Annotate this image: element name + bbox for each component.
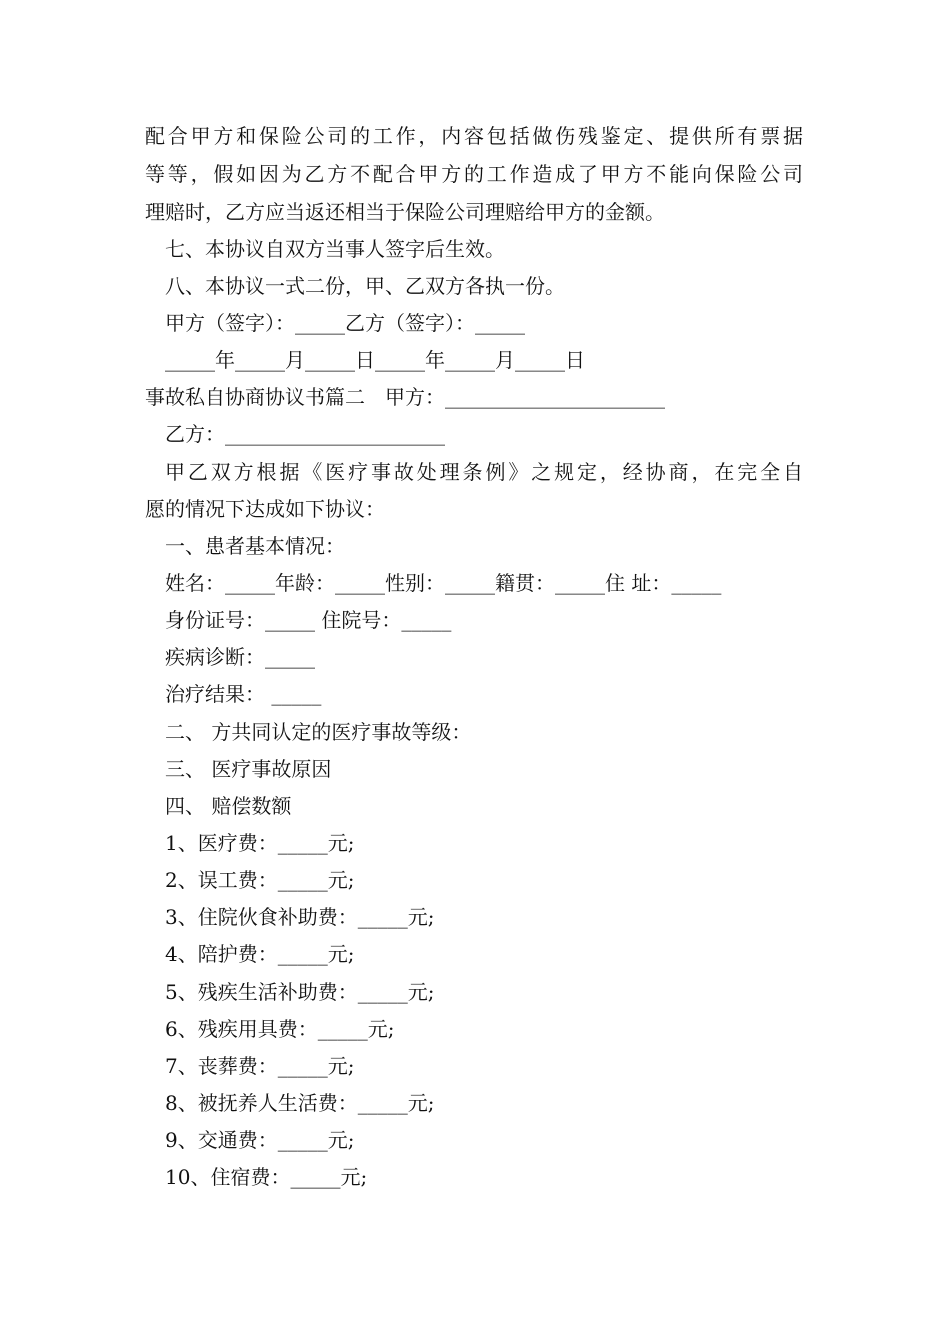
paragraph-line: 甲乙双方根据《医疗事故处理条例》之规定，经协商，在完全自: [165, 460, 803, 484]
patient-info-heading: 一、患者基本情况：: [165, 534, 345, 558]
paragraph-line: 等等，假如因为乙方不配合甲方的工作造成了甲方不能向保险公司: [145, 162, 803, 186]
compensation-heading: 四、 赔偿数额: [165, 794, 292, 818]
clause-seven: 七、本协议自双方当事人签字后生效。: [165, 237, 505, 261]
accident-cause-heading: 三、 医疗事故原因: [165, 757, 332, 781]
compensation-item: 2、误工费：_____元;: [165, 868, 355, 892]
compensation-item: 9、交通费：_____元;: [165, 1128, 355, 1152]
accident-level-heading: 二、 方共同认定的医疗事故等级：: [165, 720, 472, 744]
diagnosis-line: 疾病诊断：_____: [165, 645, 315, 669]
compensation-item: 1、医疗费：_____元;: [165, 831, 355, 855]
paragraph-line: 配合甲方和保险公司的工作，内容包括做伤残鉴定、提供所有票据: [145, 124, 803, 148]
compensation-item: 4、陪护费：_____元;: [165, 942, 355, 966]
compensation-item: 10、住宿费：_____元;: [165, 1165, 368, 1189]
patient-info-line: 姓名：_____年龄：_____性别：_____籍贯：_____住 址：_____: [165, 571, 722, 595]
signature-line: 甲方（签字）：_____乙方（签字）：_____: [165, 311, 525, 335]
treatment-result-line: 治疗结果： _____: [165, 682, 322, 706]
party-b-line: 乙方：______________________: [165, 422, 445, 446]
compensation-item: 6、残疾用具费：_____元;: [165, 1017, 395, 1041]
compensation-item: 8、被抚养人生活费：_____元;: [165, 1091, 435, 1115]
paragraph-line: 理赔时，乙方应当返还相当于保险公司理赔给甲方的金额。: [145, 200, 665, 224]
id-number-line: 身份证号：_____ 住院号：_____: [165, 608, 452, 632]
compensation-item: 3、住院伙食补助费：_____元;: [165, 905, 435, 929]
section-two-heading: 事故私自协商协议书篇二 甲方：______________________: [145, 385, 665, 409]
compensation-item: 7、丧葬费：_____元;: [165, 1054, 355, 1078]
compensation-item: 5、残疾生活补助费：_____元;: [165, 980, 435, 1004]
date-line: _____年_____月_____日_____年_____月_____日: [165, 348, 585, 372]
clause-eight: 八、本协议一式二份，甲、乙双方各执一份。: [165, 274, 565, 298]
paragraph-line: 愿的情况下达成如下协议：: [145, 497, 385, 521]
